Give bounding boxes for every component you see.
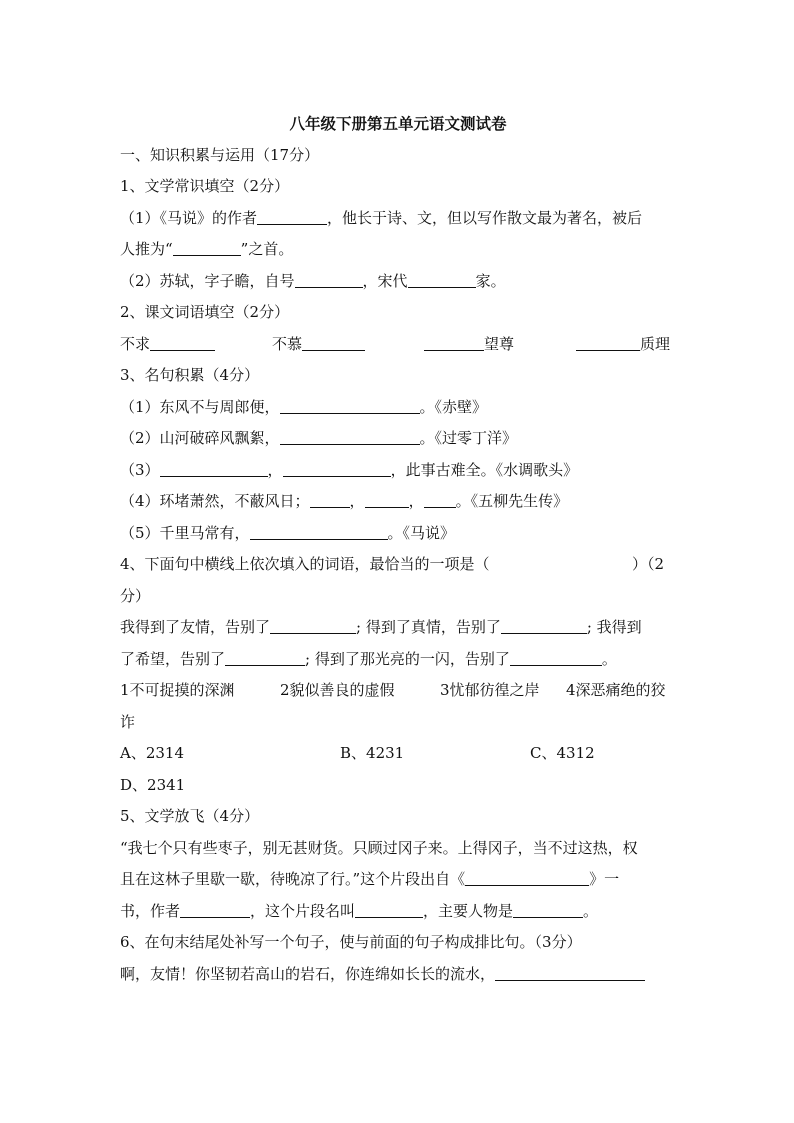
question-2-words: 不求 不慕 望尊 质理 [120, 334, 671, 353]
option-a[interactable]: A、2314 [120, 744, 185, 762]
option-b[interactable]: B、4231 [340, 744, 405, 762]
question-3-line-4: （4）环堵萧然，不蔽风日； ， ， 。《五柳先生传》 [120, 492, 569, 510]
answer-blank[interactable] [283, 461, 391, 477]
question-3-heading: 3、名句积累（4分） [120, 366, 260, 384]
answer-blank[interactable] [150, 335, 215, 351]
question-1-line-1: （1）《马说》的作者 ，他长于诗、文，但以写作散文最为著名，被后 [120, 208, 643, 227]
question-4-para-2: 了希望，告别了 ; 得到了那光亮的一闪，告别了 。 [120, 649, 617, 668]
question-6-para-1: 啊，友情！你坚韧若高山的岩石，你连绵如长长的流水， [120, 959, 676, 991]
answer-blank[interactable] [424, 492, 456, 508]
question-2-heading: 2、课文词语填空（2分） [120, 303, 290, 321]
option-c[interactable]: C、4312 [530, 744, 595, 762]
answer-blank[interactable] [280, 398, 420, 414]
answer-blank[interactable] [173, 240, 241, 256]
answer-blank[interactable] [250, 524, 388, 540]
question-1-heading: 1、文学常识填空（2分） [120, 177, 290, 195]
answer-blank[interactable] [513, 902, 583, 918]
answer-blank[interactable] [510, 650, 602, 666]
answer-blank[interactable] [355, 902, 423, 918]
question-5-para-2: 且在这林子里歇一歇，待晚凉了行。”这个片段出自《 》一 [120, 870, 620, 888]
answer-blank[interactable] [180, 902, 250, 918]
question-4-options [120, 738, 676, 770]
answer-blank[interactable] [501, 618, 587, 634]
question-4-para-1: 我得到了友情，告别了 ; 得到了真情，告别了 ; 我得到 [120, 618, 642, 636]
question-5-heading: 5、文学放飞（4分） [120, 807, 260, 825]
question-3-line-3: （3） ， ，此事古难全。《水调歌头》 [120, 460, 579, 479]
question-5-para-3: 书，作者 ，这个片段名叫 ，主要人物是 。 [120, 901, 599, 920]
question-4-choices-cont: 诈 [120, 712, 136, 731]
question-1-line-2: 人推为“ ”之首。 [120, 240, 294, 258]
answer-blank[interactable] [576, 335, 640, 351]
answer-blank[interactable] [424, 335, 484, 351]
answer-blank[interactable] [257, 209, 327, 225]
answer-blank[interactable] [295, 272, 363, 288]
question-6-heading: 6、在句末结尾处补写一个句子，使与前面的句子构成排比句。（3分） [120, 933, 582, 951]
answer-blank[interactable] [310, 492, 350, 508]
question-3-line-1: （1）东风不与周郎便， 。《赤壁》 [120, 397, 488, 416]
question-5-para-1: “我七个只有些枣子，别无甚财货。只顾过冈子来。上得冈子，当不过这热，权 [120, 838, 638, 857]
answer-blank[interactable] [408, 272, 476, 288]
question-4-choices: 1不可捉摸的深渊 2貌似善良的虚假 3忧郁彷徨之岸 4深恶痛绝的狡 [120, 681, 666, 699]
answer-blank[interactable] [270, 618, 356, 634]
question-4-heading-cont: 分） [120, 586, 151, 605]
answer-blank[interactable] [225, 650, 305, 666]
option-d[interactable]: D、2341 [120, 775, 186, 794]
question-3-line-5: （5）千里马常有， 。《马说》 [120, 523, 456, 542]
section-heading: 一、知识积累与运用（17分） [120, 145, 320, 164]
answer-blank[interactable] [465, 870, 589, 886]
answer-blank[interactable] [302, 335, 365, 351]
question-1-line-3: （2）苏轼，字子瞻，自号 ，宋代 家。 [120, 271, 506, 290]
question-3-line-2: （2）山河破碎风飘絮， 。《过零丁洋》 [120, 429, 518, 447]
answer-blank[interactable] [280, 429, 420, 445]
page-title: 八年级下册第五单元语文测试卷 [289, 114, 507, 133]
answer-blank[interactable] [495, 965, 645, 981]
answer-blank[interactable] [365, 492, 409, 508]
exam-page [120, 108, 676, 990]
answer-blank[interactable] [160, 461, 268, 477]
question-4-heading: 4、下面句中横线上依次填入的词语，最恰当的一项是（ ）（2 [120, 555, 665, 573]
